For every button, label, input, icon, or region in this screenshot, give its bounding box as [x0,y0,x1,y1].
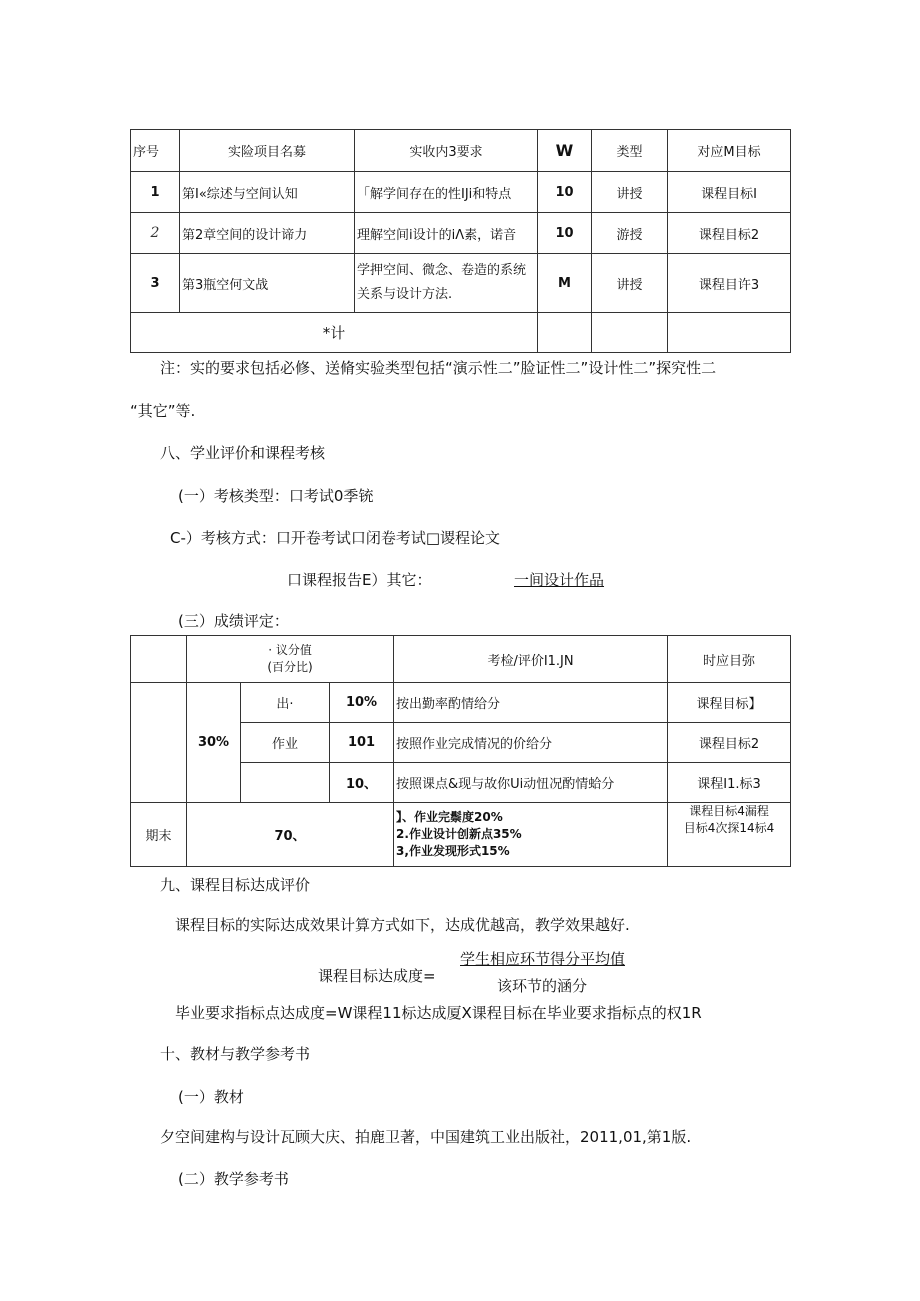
row-no: 3 [131,254,180,313]
row-pct: 10% [330,683,394,723]
grade-title: (三）成绩评定： [178,612,289,630]
note-line1: 注：实的要求包括必修、送脩实验类型包括“演示性二”脸证性二”设计性二”探究性二 [160,359,717,377]
header-no: 序号 [131,130,180,172]
row-goal: 课程I1.标3 [668,763,791,803]
table-row [131,213,791,254]
row-type: 讲授 [592,254,668,313]
formula-numerator: 学生相应环节得分平均值 [460,950,626,968]
header-content: 实收内3要求 [355,130,538,172]
final-label: 期末 [131,803,187,867]
row-goal: 课程目许3 [668,254,791,313]
header-weight-line2: (百分比) [267,660,313,674]
row-item [241,763,330,803]
section10-title: 十、教材与教学参考书 [160,1045,311,1063]
header-goal: 时应目弥 [668,636,791,683]
formula-label: 课程目标达成度= [318,967,436,985]
total-type [592,313,668,353]
reference-title: (二）教学参考书 [178,1170,289,1188]
formula2: 毕业要求指标点达成度=W课程11标达成厦X课程目标在毕业要求指标点的权1R [175,1004,702,1022]
final-goal-1: 课程目标4漏程 [689,804,769,818]
row-name: 第I«综述与空间认知 [180,172,355,213]
row-content: 理解空间i设计的iΛ素，诺音 [355,213,538,254]
textbook-entry: 夕空间建构与设计瓦顾大庆、拍鹿卫著，中国建筑工业出版社，2011,01,第1版. [160,1128,692,1146]
row-content: 学押空间、微念、卷造的系统关系与设计方法. [355,254,538,313]
row-content: 「解学间存在的性IJi和特点 [355,172,538,213]
final-criteria-3: 3,作业发现形式15% [396,844,510,858]
row-type: 讲授 [592,172,668,213]
section9-para: 课程目标的实际达成效果计算方式如下，达成优越高，教学效果越好. [175,916,630,934]
row-hours: M [538,254,592,313]
note-line2: “其它”等. [130,402,196,420]
row-goal: 课程目标2 [668,723,791,763]
row-type: 游授 [592,213,668,254]
row-no: 1 [131,172,180,213]
header-name: 实险项目名募 [180,130,355,172]
header-goal: 对应M目标 [668,130,791,172]
final-criteria-2: 2.作业设计创新点35% [396,827,522,841]
header-criteria: 考检/评价I1.JN [394,636,668,683]
header-blank [131,636,187,683]
row-pct: 101 [330,723,394,763]
total-hours [538,313,592,353]
table-row [131,254,791,313]
row-criteria: 按照课点&现与故你Ui动忸况酌情蛤分 [394,763,668,803]
usual-label [131,683,187,803]
textbook-title: (一）教材 [178,1088,244,1106]
formula-denominator: 该环节的涵分 [497,977,588,995]
row-criteria: 按照作业完成情况的价给分 [394,723,668,763]
assessment-type: (一）考核类型：口考试0季铳 [178,487,374,505]
experiment-table [130,129,791,353]
final-pct: 70、 [187,803,394,867]
header-weight-line1: · 议分值 [268,643,312,657]
header-hours: W [538,130,592,172]
final-goal [668,803,791,867]
final-criteria [394,803,668,867]
header-type: 类型 [592,130,668,172]
row-item: 出· [241,683,330,723]
total-label: *计 [131,313,538,353]
grading-table [130,635,791,867]
assessment-other-value: 一间设计作品 [514,571,605,589]
row-goal: 课程目标】 [668,683,791,723]
table-row [131,803,791,867]
row-item: 作业 [241,723,330,763]
header-weight [187,636,394,683]
usual-pct: 30% [187,683,241,803]
table-row [131,683,791,723]
final-goal-2: 目标4次探14标4 [683,821,775,835]
final-criteria-1: 】、作业完鬃度20% [396,810,503,824]
row-hours: 10 [538,213,592,254]
assessment-method: C-）考核方式：口开卷考试口闭卷考试□谡程论文 [170,529,501,547]
section8-title: 八、学业评价和课程考核 [160,444,326,462]
row-pct: 10、 [330,763,394,803]
row-name: 第3瓶空何文战 [180,254,355,313]
total-goal [668,313,791,353]
row-name: 第2章空间的设计谛力 [180,213,355,254]
assessment-other: 口课程报告E）其它： [287,571,432,589]
row-hours: 10 [538,172,592,213]
row-no: 2 [131,213,180,254]
section9-title: 九、课程目标达成评价 [160,876,311,894]
row-criteria: 按出勤率酌情给分 [394,683,668,723]
table-row [131,172,791,213]
row-goal: 课程目标I [668,172,791,213]
row-goal: 课程目标2 [668,213,791,254]
